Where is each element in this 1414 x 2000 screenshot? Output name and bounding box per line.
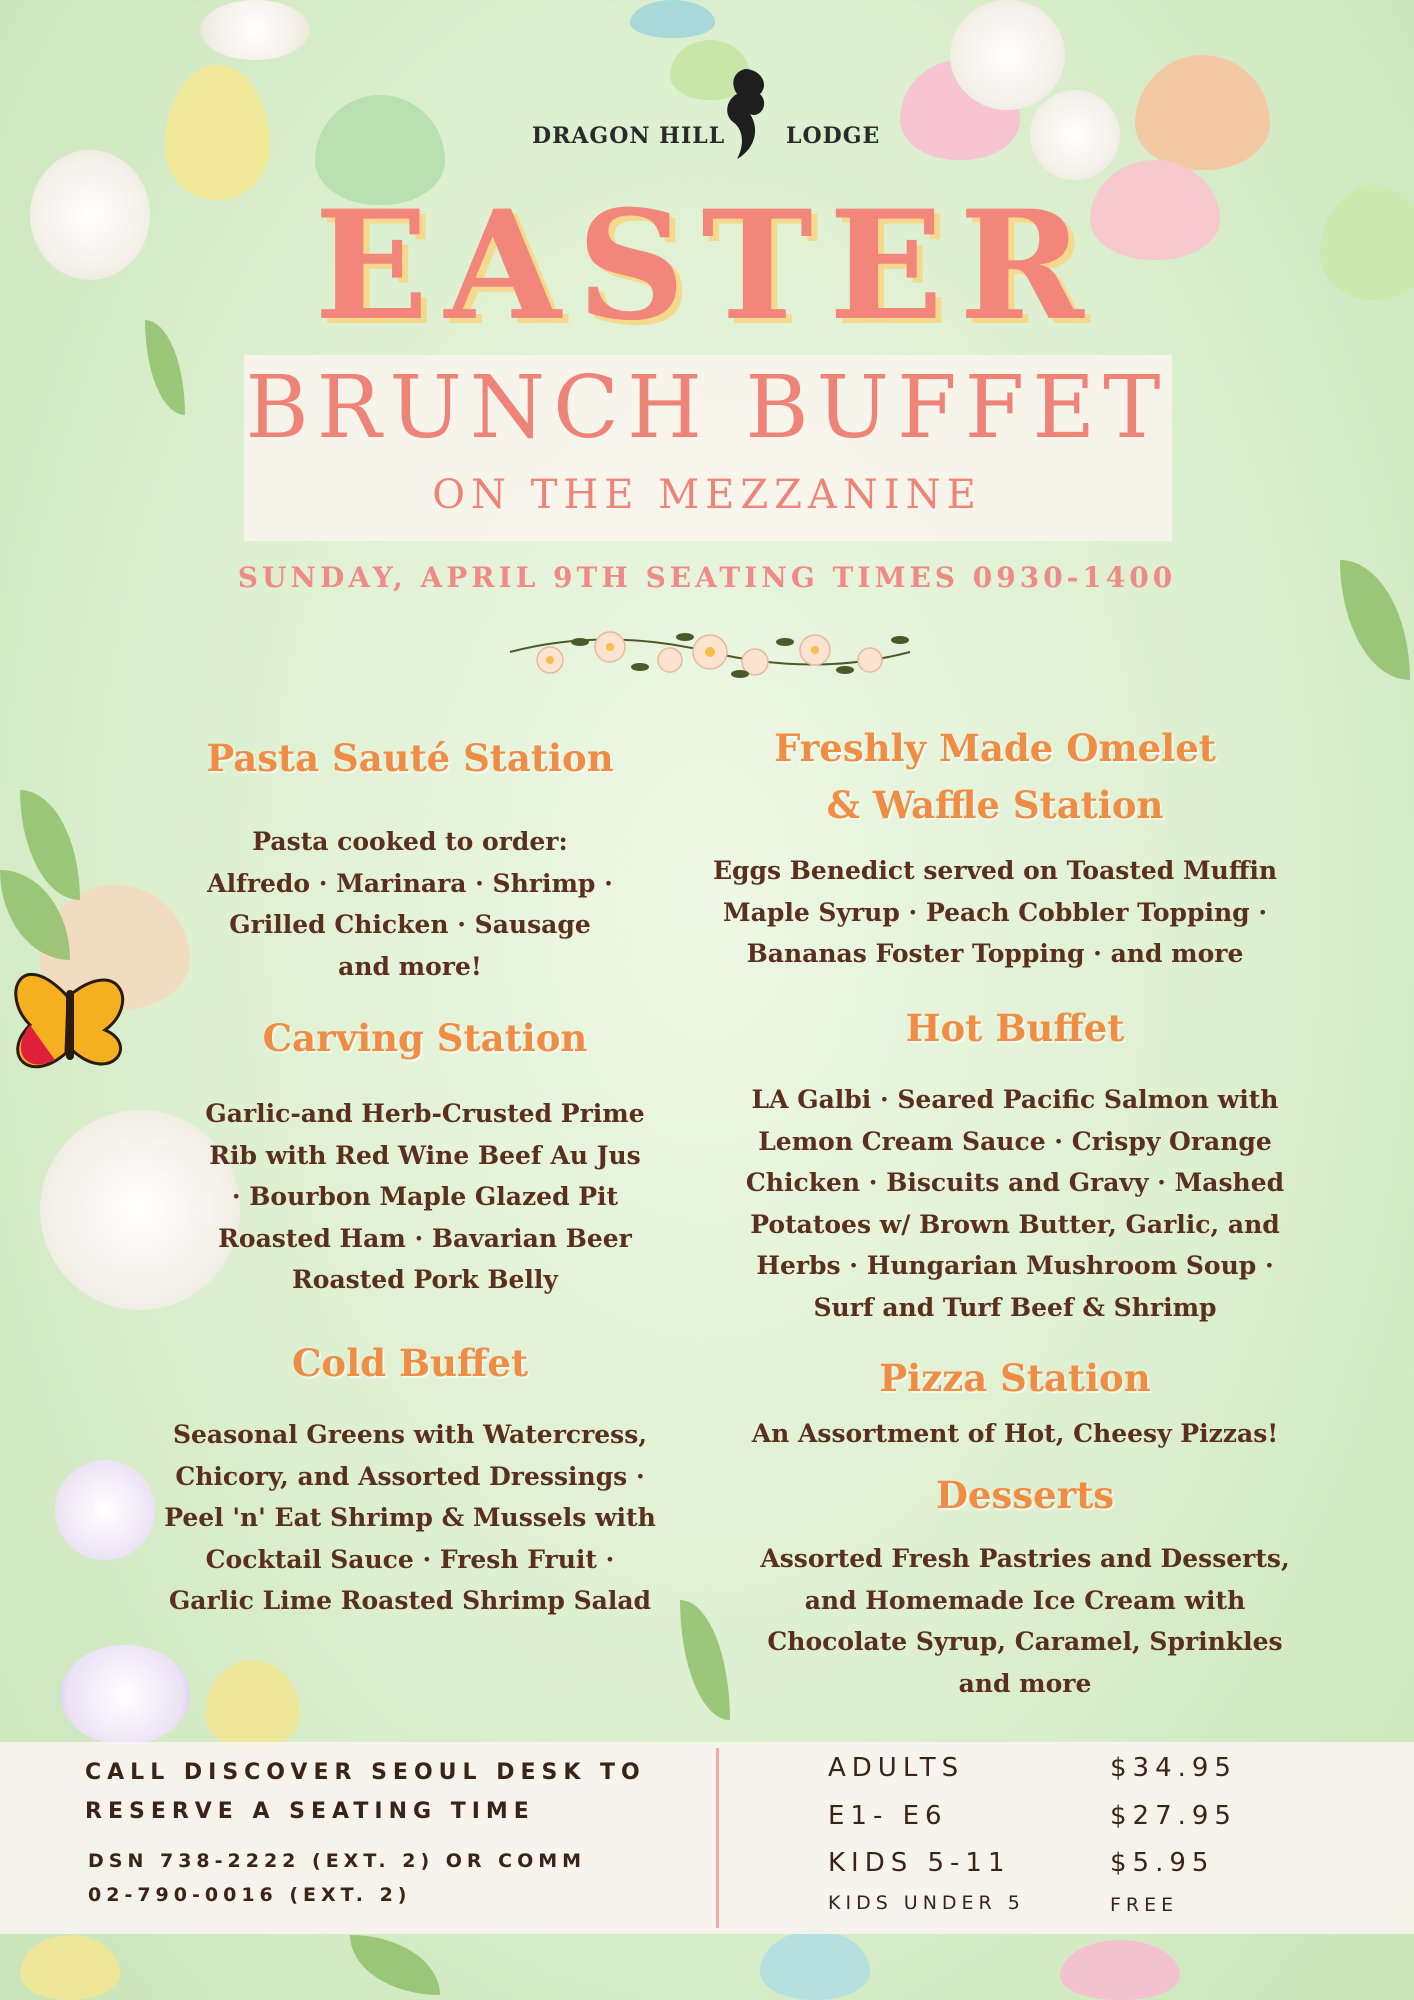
section-body: Pasta cooked to order: Alfredo · Marinara · Shrimp · Grilled Chicken · Sausage and more! — [207, 827, 613, 981]
main-title: EASTER — [314, 178, 1100, 354]
section-desserts — [715, 1472, 1335, 1704]
section-title: Desserts — [935, 1473, 1115, 1517]
section-body: Eggs Benedict served on Toasted Muffin Maple Syrup · Peach Cobbler Topping · Bananas Foster Topping · and more — [712, 856, 1278, 968]
price-value: FREE — [1110, 1894, 1179, 1916]
section-body: An Assortment of Hot, Cheesy Pizzas! — [751, 1419, 1279, 1449]
footer-divider — [716, 1748, 719, 1928]
phone-line-2: 02-790-0016 (EXT. 2) — [88, 1884, 412, 1906]
leaf-decoration — [350, 1935, 440, 1995]
section-pizza — [705, 1355, 1325, 1455]
egg-decoration — [205, 1660, 300, 1750]
floral-garland-icon — [500, 612, 920, 692]
price-label: ADULTS — [828, 1753, 965, 1783]
section-body: LA Galbi · Seared Pacific Salmon with Lemon Cream Sauce · Crispy Orange Chicken · Biscuits and Gravy · Mashed Potatoes w/ Brown Butter, Garlic, and Herbs · Hungarian Mushroom Soup · Surf and Turf Beef & Shrimp — [745, 1085, 1285, 1322]
section-body: Assorted Fresh Pastries and Desserts, and Homemade Ice Cream with Chocolate Syrup, Caramel, Sprinkles and more — [760, 1544, 1290, 1698]
price-value: $34.95 — [1110, 1753, 1237, 1783]
section-title: Freshly Made Omelet & Waffle Station — [774, 726, 1216, 827]
egg-decoration — [630, 0, 715, 38]
section-cold — [145, 1340, 675, 1622]
price-label: KIDS UNDER 5 — [828, 1892, 1025, 1914]
section-title: Cold Buffet — [291, 1341, 529, 1385]
section-hot — [705, 1005, 1325, 1328]
section-title: Carving Station — [262, 1016, 588, 1060]
section-body: Seasonal Greens with Watercress, Chicory, and Assorted Dressings · Peel 'n' Eat Shrimp & Mussels with Cocktail Sauce · Fresh Fruit · Garlic Lime Roasted Shrimp Salad — [164, 1420, 656, 1616]
egg-decoration — [760, 1930, 870, 2000]
reservation-line-2: RESERVE A SEATING TIME — [85, 1799, 535, 1824]
butterfly-icon — [0, 935, 140, 1085]
flower-decoration — [60, 1645, 190, 1745]
section-title: Pizza Station — [879, 1356, 1151, 1400]
flower-decoration — [950, 0, 1065, 110]
dragon-icon — [715, 64, 775, 164]
egg-decoration — [1135, 55, 1270, 170]
logo-text-left: DRAGON HILL — [532, 123, 726, 149]
egg-decoration — [20, 1935, 120, 2000]
section-title: Hot Buffet — [905, 1006, 1125, 1050]
section-body: Garlic-and Herb-Crusted Prime Rib with Red Wine Beef Au Jus · Bourbon Maple Glazed Pit Roasted Ham · Bavarian Beer Roasted Pork Belly — [205, 1099, 645, 1295]
flower-decoration — [1030, 90, 1120, 180]
section-omelet — [690, 720, 1300, 975]
price-value: $27.95 — [1110, 1801, 1237, 1831]
egg-decoration — [1060, 1940, 1180, 2000]
price-label: KIDS 5-11 — [828, 1848, 1011, 1878]
subtitle: BRUNCH BUFFET — [245, 358, 1169, 458]
price-label: E1- E6 — [828, 1801, 948, 1831]
flower-decoration — [200, 0, 310, 60]
section-pasta — [145, 735, 675, 987]
flower-decoration — [55, 1460, 155, 1560]
section-carving — [160, 1015, 690, 1301]
section-title: Pasta Sauté Station — [206, 736, 614, 780]
price-value: $5.95 — [1110, 1848, 1215, 1878]
logo-text-right: LODGE — [786, 123, 881, 149]
phone-line-1: DSN 738-2222 (EXT. 2) OR COMM — [88, 1850, 587, 1872]
venue: ON THE MEZZANINE — [432, 472, 982, 518]
reservation-line-1: CALL DISCOVER SEOUL DESK TO — [85, 1760, 646, 1785]
date-line: SUNDAY, APRIL 9TH SEATING TIMES 0930-1400 — [237, 561, 1177, 594]
